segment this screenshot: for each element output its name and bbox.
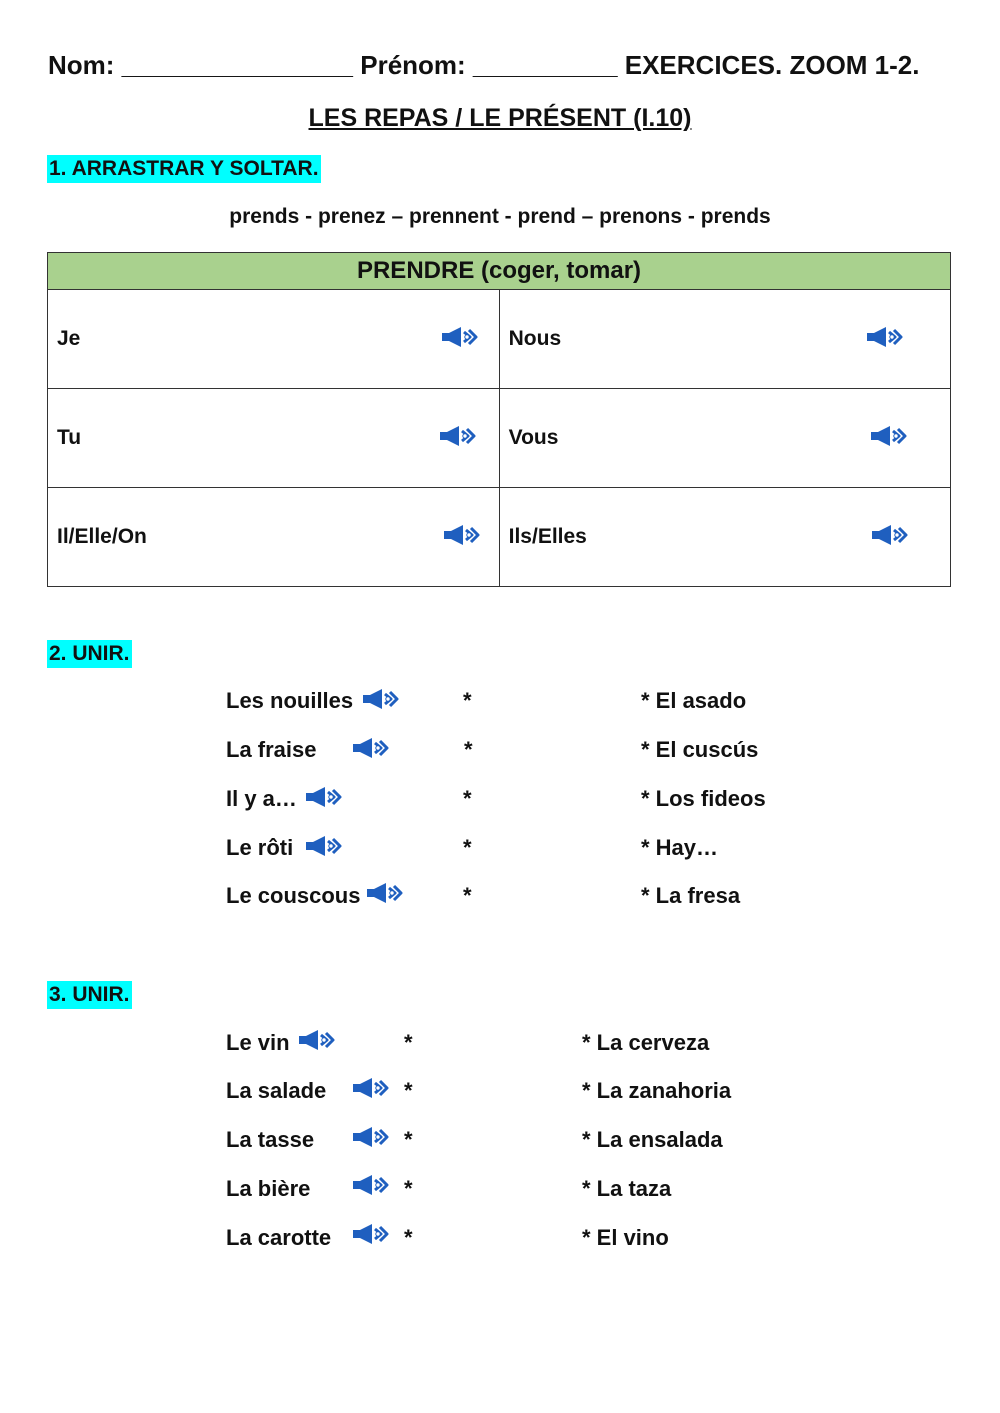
match-right-item[interactable]: * Los fideos <box>641 786 766 811</box>
drop-cell-nous[interactable] <box>499 290 950 389</box>
pronoun-label: Tu <box>57 426 82 449</box>
section-3-heading: 3. UNIR. <box>47 981 132 1009</box>
pronoun-label: Nous <box>508 327 562 350</box>
conjugation-table <box>47 252 951 587</box>
section-2-heading: 2. UNIR. <box>47 640 132 668</box>
match-left-anchor[interactable]: * <box>463 835 472 860</box>
match-left-item: La salade <box>226 1078 327 1103</box>
header-line: Nom: ________________ Prénom: __________ EXERCICES. ZOOM 1-2. <box>48 50 920 80</box>
speaker-icon[interactable] <box>305 835 343 857</box>
pronoun-label: Il/Elle/On <box>57 525 147 548</box>
match-left-anchor[interactable]: * <box>404 1127 413 1152</box>
match-left-item: Les nouilles <box>226 688 354 713</box>
speaker-icon[interactable] <box>352 1077 390 1099</box>
speaker-icon[interactable] <box>305 786 343 808</box>
match-left-item: La tasse <box>226 1127 315 1152</box>
match-left-anchor[interactable]: * <box>463 883 472 908</box>
speaker-icon[interactable] <box>366 882 404 904</box>
section-1-heading: 1. ARRASTRAR Y SOLTAR. <box>47 155 321 183</box>
speaker-icon[interactable] <box>871 524 909 546</box>
match-right-item[interactable]: * El cuscús <box>641 737 759 762</box>
table-row <box>48 389 951 488</box>
match-left-anchor[interactable]: * <box>404 1078 413 1103</box>
match-left-anchor[interactable]: * <box>404 1176 413 1201</box>
pronoun-label: Ils/Elles <box>508 525 587 548</box>
match-left-item: Le rôti <box>226 835 294 860</box>
match-left-anchor[interactable]: * <box>463 786 472 811</box>
drop-cell-il-elle-on[interactable] <box>48 488 500 587</box>
table-row <box>48 290 951 389</box>
match-left-item: Le couscous <box>226 883 361 908</box>
match-right-item[interactable]: * La fresa <box>641 883 741 908</box>
match-left-anchor[interactable]: * <box>404 1225 413 1250</box>
speaker-icon[interactable] <box>870 425 908 447</box>
drop-cell-ils-elles[interactable] <box>499 488 950 587</box>
speaker-icon[interactable] <box>298 1029 336 1051</box>
speaker-icon[interactable] <box>441 326 479 348</box>
speaker-icon[interactable] <box>352 1174 390 1196</box>
word-bank[interactable]: prends - prenez – prennent - prend – prenons - prends <box>229 205 771 228</box>
page-title: LES REPAS / LE PRÉSENT (I.10) <box>308 104 692 132</box>
table-row <box>48 488 951 587</box>
match-right-item[interactable]: * La zanahoria <box>582 1078 732 1103</box>
match-left-anchor[interactable]: * <box>464 737 473 762</box>
speaker-icon[interactable] <box>362 688 400 710</box>
match-right-item[interactable]: * El vino <box>582 1225 669 1250</box>
match-left-item: La carotte <box>226 1225 332 1250</box>
match-right-item[interactable]: * Hay… <box>641 835 719 860</box>
match-left-item: La bière <box>226 1176 311 1201</box>
match-left-item: Le vin <box>226 1030 290 1055</box>
match-right-item[interactable]: * La taza <box>582 1176 672 1201</box>
speaker-icon[interactable] <box>866 326 904 348</box>
drop-cell-je[interactable] <box>48 290 500 389</box>
match-left-anchor[interactable]: * <box>463 688 472 713</box>
drop-cell-vous[interactable] <box>499 389 950 488</box>
speaker-icon[interactable] <box>352 737 390 759</box>
speaker-icon[interactable] <box>439 425 477 447</box>
pronoun-label: Je <box>57 327 81 350</box>
speaker-icon[interactable] <box>443 524 481 546</box>
match-right-item[interactable]: * La ensalada <box>582 1127 723 1152</box>
match-left-anchor[interactable]: * <box>404 1030 413 1055</box>
speaker-icon[interactable] <box>352 1223 390 1245</box>
speaker-icon[interactable] <box>352 1126 390 1148</box>
match-right-item[interactable]: * El asado <box>641 688 747 713</box>
table-header: PRENDRE (coger, tomar) <box>48 253 951 290</box>
pronoun-label: Vous <box>508 426 559 449</box>
drop-cell-tu[interactable] <box>48 389 500 488</box>
match-right-item[interactable]: * La cerveza <box>582 1030 710 1055</box>
match-left-item: Il y a… <box>226 786 297 811</box>
match-left-item: La fraise <box>226 737 317 762</box>
